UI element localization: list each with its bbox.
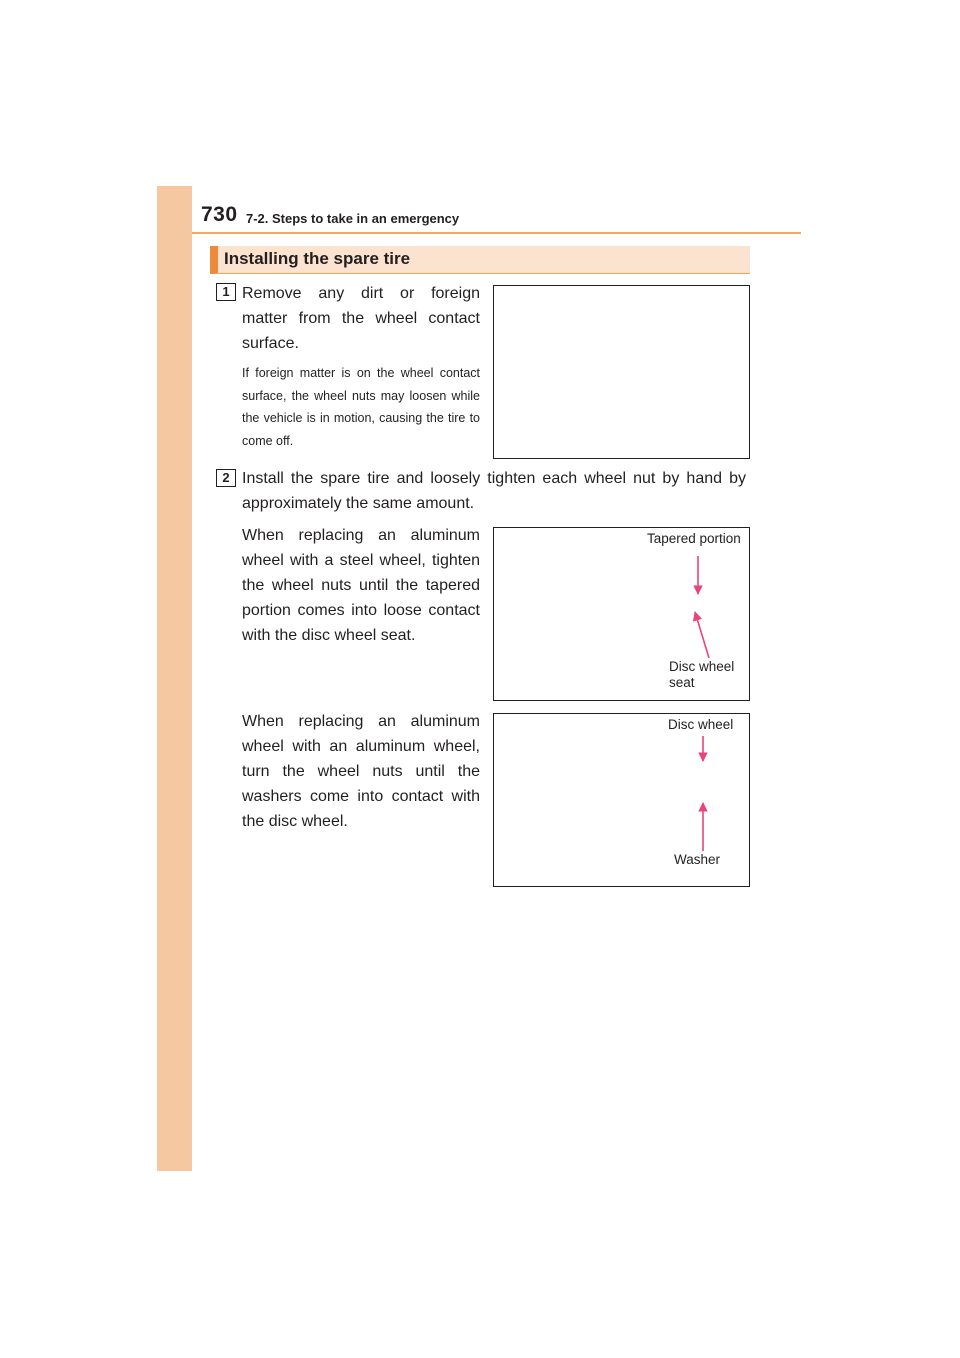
disc-wheel-label: Disc wheel bbox=[668, 717, 734, 732]
aluminum-wheel-text: When replacing an aluminum wheel with an aluminum wheel, turn the wheel nuts until the washers come into contact with the disc wheel. bbox=[242, 713, 480, 830]
tapered-portion-label: Tapered portion bbox=[647, 531, 741, 546]
step-2-text: Install the spare tire and loosely tighten each wheel nut by hand by approximately the same amount. bbox=[242, 470, 746, 512]
step-1-note: If foreign matter is on the wheel contact surface, the wheel nuts may loosen while the vehicle is in motion, causing the tire to come off. bbox=[242, 366, 480, 448]
wheel-contact-surface-figure bbox=[493, 285, 750, 459]
steel-wheel-arrows bbox=[494, 528, 751, 702]
side-bar bbox=[157, 186, 192, 1171]
aluminum-wheel-figure bbox=[493, 713, 750, 887]
disc-wheel-seat-label-line2: seat bbox=[669, 675, 695, 690]
step-1-text: Remove any dirt or foreign matter from the wheel contact surface. bbox=[242, 285, 480, 352]
disc-wheel-seat-arrow bbox=[695, 612, 709, 658]
header-rule bbox=[192, 232, 801, 234]
step-1-badge: 1 bbox=[216, 283, 236, 301]
step-2-badge: 2 bbox=[216, 469, 236, 487]
steel-wheel-figure bbox=[493, 527, 750, 701]
section-heading bbox=[210, 246, 750, 274]
chapter-title: 7-2. Steps to take in an emergency bbox=[246, 211, 460, 226]
page-number: 730 bbox=[201, 203, 238, 226]
steel-wheel-text: When replacing an aluminum wheel with a steel wheel, tighten the wheel nuts until the tapered portion comes into loose contact with the disc wheel seat. bbox=[242, 527, 480, 644]
washer-label: Washer bbox=[674, 852, 721, 867]
disc-wheel-seat-label-line1: Disc wheel bbox=[669, 659, 735, 674]
section-title: Installing the spare tire bbox=[224, 249, 411, 268]
